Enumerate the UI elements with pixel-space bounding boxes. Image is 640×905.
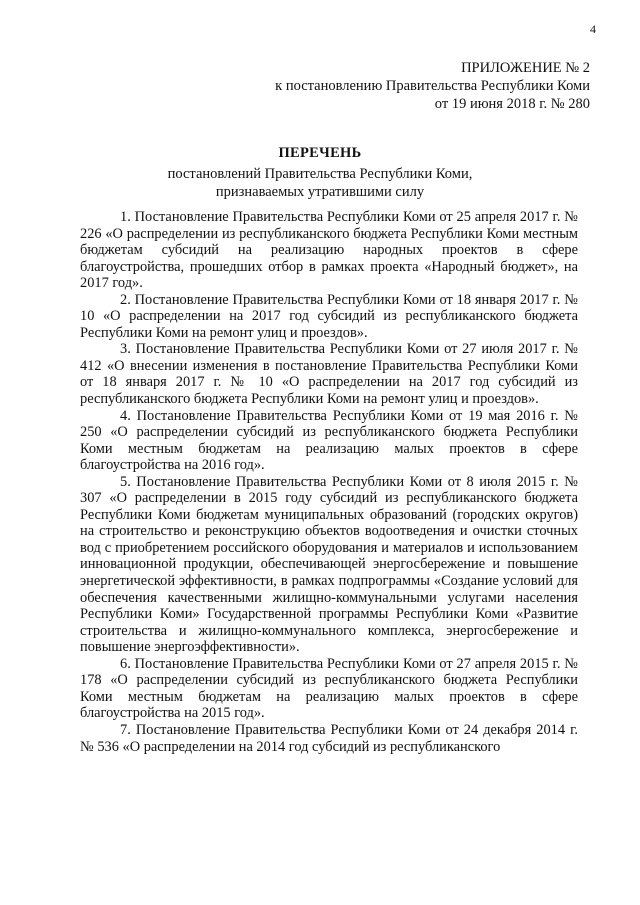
page-number: 4 <box>590 22 596 36</box>
list-item: 5. Постановление Правительства Республики Коми от 8 июля 2015 г. № 307 «О распределении в 2015 году субсидий из республиканского бюджета Республики Коми бюджетам муниципальных образований (городских округов) на строительство и реконструкцию объектов водоотведения и очистки сточных вод с приобретением российского оборудования и материалов и использованием инновационной продукции, обеспечивающей энергосбережение и повышение энергетической эффективности, в рамках подпрограммы «Создание условий для обеспечения качественными жилищно-коммунальными услугами населения Республики Коми» Государственной программы Республики Коми «Развитие строительства и жилищно-коммунального комплекса, энергосбережение и повышение энергоэффективности». <box>80 473 578 656</box>
appendix-reference: к постановлению Правительства Республики Коми <box>275 78 590 94</box>
list-item: 2. Постановление Правительства Республики Коми от 18 января 2017 г. № 10 «О распределении на 2017 год субсидий из республиканского бюджета Республики Коми на ремонт улиц и проездов». <box>80 291 578 341</box>
appendix-header <box>275 59 590 113</box>
decree-list <box>80 209 578 755</box>
list-item: 3. Постановление Правительства Республики Коми от 27 июля 2017 г. № 412 «О внесении изменения в постановление Правительства Республики Коми от 18 января 2017 г. № 10 «О распределении на 2017 год субсидий из республиканского бюджета Республики Коми на ремонт улиц и проездов». <box>80 341 578 408</box>
list-item: 1. Постановление Правительства Республики Коми от 25 апреля 2017 г. № 226 «О распределении из республиканского бюджета Республики Коми местным бюджетам субсидий на реализацию народных проектов в сфере благоустройства, прошедших отбор в рамках проекта «Народный бюджет», на 2017 год». <box>80 209 578 292</box>
appendix-label: ПРИЛОЖЕНИЕ № 2 <box>461 60 590 76</box>
document-subtitle-line2: признаваемых утратившими силу <box>215 184 425 200</box>
document-subtitle-line1: постановлений Правительства Республики Коми, <box>167 166 473 182</box>
appendix-date: от 19 июня 2018 г. № 280 <box>434 96 590 112</box>
title-block <box>0 144 640 201</box>
list-item: 7. Постановление Правительства Республики Коми от 24 декабря 2014 г. № 536 «О распределении на 2014 год субсидий из республиканского <box>80 721 578 755</box>
document-title: ПЕРЕЧЕНЬ <box>278 145 362 161</box>
list-item: 6. Постановление Правительства Республики Коми от 27 апреля 2015 г. № 178 «О распределении субсидий из республиканского бюджета Республики Коми местным бюджетам на реализацию малых проектов в сфере благоустройства на 2015 год». <box>80 655 578 722</box>
list-item: 4. Постановление Правительства Республики Коми от 19 мая 2016 г. № 250 «О распределении субсидий из республиканского бюджета Республики Коми местным бюджетам на реализацию малых проектов в сфере благоустройства на 2016 год». <box>80 407 578 474</box>
